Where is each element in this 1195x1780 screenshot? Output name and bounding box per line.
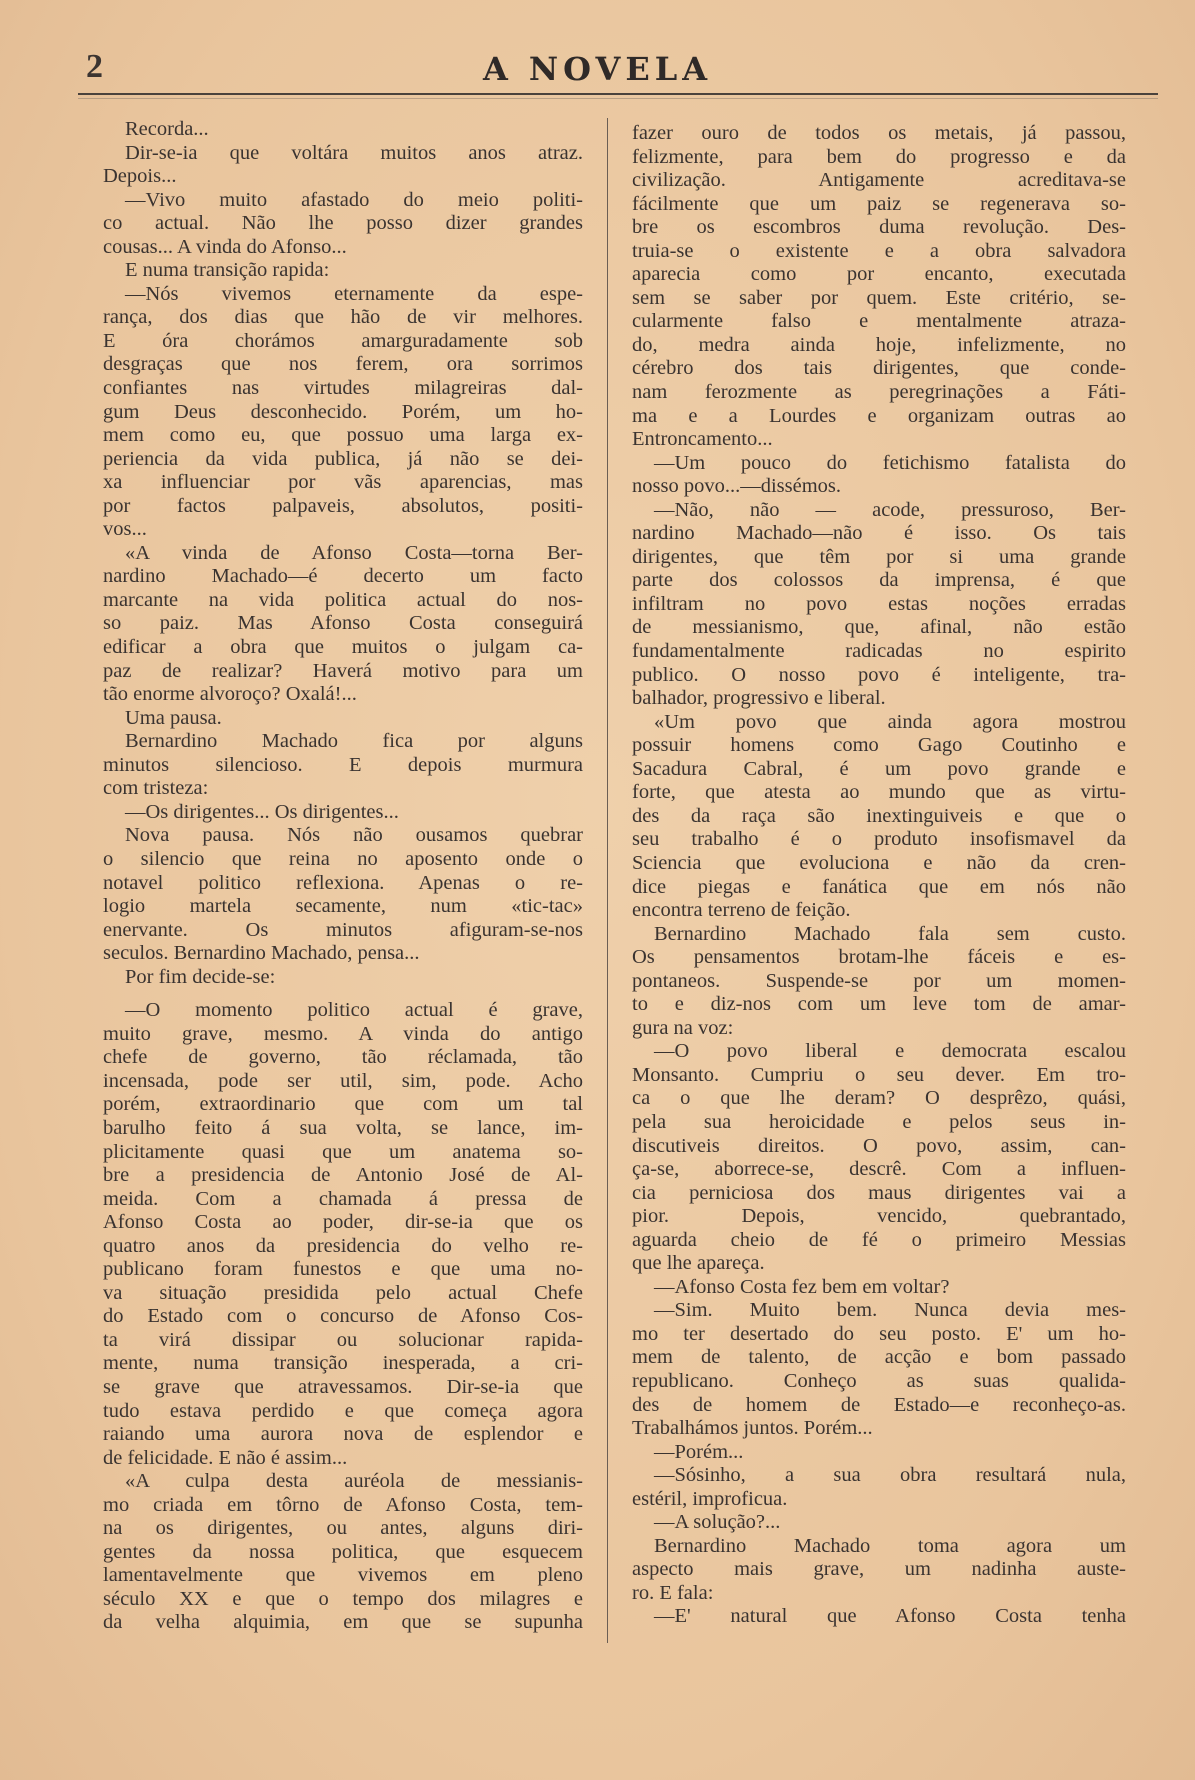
text-line: com tristeza:	[103, 777, 209, 800]
text-line: —Sósinho, a sua obra resultará nula,	[654, 1464, 1126, 1487]
text-line: enervante. Os minutos afiguram-se-nos	[103, 918, 583, 941]
text-line: notavel politico reflexiona. Apenas o re-	[103, 871, 583, 894]
paragraph	[103, 966, 583, 990]
text-line: —Os dirigentes... Os dirigentes...	[125, 800, 399, 823]
paragraph	[632, 711, 1126, 923]
text-line: o silencio que reina no aposento onde o	[103, 847, 583, 870]
text-line: estéril, improficua.	[632, 1487, 788, 1510]
text-line: da velha alquimia, em que se supunha	[103, 1611, 583, 1634]
text-line: seu trabalho é o produto insofismavel da	[632, 828, 1126, 851]
paragraph	[103, 142, 583, 189]
header-rule	[78, 93, 1158, 95]
text-line: Sacadura Cabral, é um povo grande e	[632, 757, 1126, 780]
text-line: fazer ouro de todos os metais, já passou,	[632, 122, 1126, 144]
text-line: cularmente falso e mentalmente atraza-	[632, 310, 1126, 333]
text-line: —E' natural que Afonso Costa tenha	[654, 1605, 1126, 1628]
text-line: Afonso Costa ao poder, dir-se-ia que os	[103, 1211, 583, 1234]
text-line: paz de realizar? Haverá motivo para um	[103, 659, 583, 682]
text-line: ça-se, aborrece-se, descrê. Com a influen-	[632, 1158, 1126, 1181]
text-line: confiantes nas virtudes milagreiras dal-	[103, 377, 583, 400]
text-line: mem como eu, que possuo uma larga ex-	[103, 424, 583, 447]
text-line: gura na voz:	[632, 1016, 734, 1039]
text-line: Entroncamento...	[632, 428, 773, 451]
text-line: nardino Machado—é decerto um facto	[103, 565, 583, 588]
text-line: —Nós vivemos eternamente da espe-	[125, 282, 583, 305]
text-line: cérebro dos tais dirigentes, que conde-	[632, 357, 1126, 380]
column-divider	[607, 118, 608, 1643]
text-line: dice piegas e fanática que em nós não	[632, 875, 1126, 898]
paragraph	[103, 118, 583, 142]
text-line: logio martela secamente, num «tic-tac»	[103, 895, 583, 918]
paragraph	[632, 1040, 1126, 1275]
paragraph	[103, 1470, 583, 1635]
text-line: lamentavelmente que vivemos em pleno	[103, 1564, 583, 1587]
text-line: minutos silencioso. E depois murmura	[103, 753, 583, 776]
paragraph	[632, 1605, 1126, 1629]
text-line: Trabalhámos juntos. Porém...	[632, 1417, 873, 1440]
text-line: —Um pouco do fetichismo fatalista do	[654, 451, 1126, 474]
text-line: Dir-se-ia que voltára muitos anos atraz.	[125, 141, 583, 164]
text-line: balhador, progressivo e liberal.	[632, 687, 886, 710]
text-line: civilização. Antigamente acreditava-se	[632, 169, 1126, 192]
text-line: incensada, pode ser util, sim, pode. Acho	[103, 1069, 583, 1092]
text-line: «A vinda de Afonso Costa—torna Ber-	[125, 541, 583, 564]
text-line: nardino Machado—não é isso. Os tais	[632, 522, 1126, 545]
text-line: vos...	[103, 518, 147, 541]
paragraph	[103, 801, 583, 825]
text-line: século XX e que o tempo dos milagres e	[103, 1587, 583, 1610]
text-line: do Estado com o concurso de Afonso Cos-	[103, 1305, 583, 1328]
text-line: —O povo liberal e democrata escalou	[654, 1040, 1126, 1063]
text-line: aspecto mais grave, um nadinha auste-	[632, 1558, 1126, 1581]
paragraph	[103, 259, 583, 283]
text-line: Bernardino Machado fala sem custo.	[654, 922, 1126, 945]
text-line: Sciencia que evoluciona e não da cren-	[632, 851, 1126, 874]
text-line: forte, que atesta ao mundo que as virtu-	[632, 781, 1126, 804]
text-line: Recorda...	[125, 118, 209, 140]
text-line: de felicidade. E não é assim...	[103, 1446, 348, 1469]
text-line: possuir homens como Gago Coutinho e	[632, 734, 1126, 757]
text-line: «Um povo que ainda agora mostrou	[654, 710, 1126, 733]
paragraph	[103, 707, 583, 731]
text-line: periencia da vida publica, já não se dei-	[103, 447, 583, 470]
header-rule-shadow	[78, 98, 1158, 99]
text-line: Depois...	[103, 165, 177, 188]
text-line: Bernardino Machado fica por alguns	[125, 730, 583, 753]
text-line: que lhe apareça.	[632, 1252, 765, 1275]
text-line: bre a presidencia de Antonio José de Al-	[103, 1164, 583, 1187]
text-line: Os pensamentos brotam-lhe fáceis e es-	[632, 946, 1126, 969]
paragraph	[632, 1511, 1126, 1535]
text-line: rança, dos dias que hão de vir melhores.	[103, 306, 583, 329]
text-line: Nova pausa. Nós não ousamos quebrar	[125, 824, 583, 847]
paragraph	[632, 1299, 1126, 1440]
text-line: —Afonso Costa fez bem em voltar?	[654, 1275, 950, 1298]
text-line: ma e a Lourdes e organizam outras ao	[632, 404, 1126, 427]
text-line: encontra terreno de feição.	[632, 899, 851, 922]
paragraph	[632, 452, 1126, 499]
text-line: republicano. Conheço as suas qualida-	[632, 1369, 1126, 1392]
text-line: Uma pausa.	[125, 706, 222, 729]
text-line: co actual. Não lhe posso dizer grandes	[103, 212, 583, 235]
text-line: cia perniciosa dos maus dirigentes vai a	[632, 1181, 1126, 1204]
text-line: va situação presidida pelo actual Chefe	[103, 1281, 583, 1304]
text-line: pela sua heroicidade e pelos seus in-	[632, 1110, 1126, 1133]
text-line: ta virá dissipar ou solucionar rapida-	[103, 1328, 583, 1351]
text-line: des de homem de Estado—e reconheço-as.	[632, 1393, 1126, 1416]
text-line: bre os escombros duma revolução. Des-	[632, 216, 1126, 239]
text-line: raiando uma aurora nova de esplendor e	[103, 1423, 583, 1446]
text-line: mo ter desertado do seu posto. E' um ho-	[632, 1322, 1126, 1345]
text-line: se grave que atravessamos. Dir-se-ia que	[103, 1375, 583, 1398]
text-line: so paiz. Mas Afonso Costa conseguirá	[103, 612, 583, 635]
text-line: tão enorme alvoroço? Oxalá!...	[103, 683, 357, 706]
text-line: de messianismo, que, afinal, não estão	[632, 616, 1126, 639]
right-column	[632, 122, 1126, 1629]
text-line: marcante na vida politica actual do nos-	[103, 588, 583, 611]
text-line: cousas... A vinda do Afonso...	[103, 235, 347, 258]
text-line: E numa transição rapida:	[125, 259, 330, 282]
text-line: seculos. Bernardino Machado, pensa...	[103, 942, 420, 965]
text-line: aguarda cheio de fé o primeiro Messias	[632, 1228, 1126, 1251]
paragraph	[103, 999, 583, 1470]
text-line: ro. E fala:	[632, 1581, 714, 1604]
text-line: chefe de governo, tão réclamada, tão	[103, 1046, 583, 1069]
text-line: tudo estava perdido e que começa agora	[103, 1399, 583, 1422]
paragraph	[632, 499, 1126, 711]
text-line: —O momento politico actual é grave,	[125, 999, 583, 1022]
text-line: por factos palpaveis, absolutos, positi-	[103, 494, 583, 517]
text-line: parte dos colossos da imprensa, é que	[632, 569, 1126, 592]
text-line: felizmente, para bem do progresso e da	[632, 145, 1126, 168]
text-line: Monsanto. Cumpriu o seu dever. Em tro-	[632, 1063, 1126, 1086]
text-line: publico. O nosso povo é inteligente, tra-	[632, 663, 1126, 686]
text-line: gum Deus desconhecido. Porém, um ho-	[103, 400, 583, 423]
text-line: muito grave, mesmo. A vinda do antigo	[103, 1022, 583, 1045]
text-line: «A culpa desta auréola de messianis-	[125, 1470, 583, 1493]
text-line: —Não, não — acode, pressuroso, Ber-	[654, 498, 1126, 521]
text-line: fundamentalmente radicadas no espirito	[632, 640, 1126, 663]
text-line: meida. Com a chamada á pressa de	[103, 1187, 583, 1210]
text-line: dirigentes, que têm por si uma grande	[632, 545, 1126, 568]
text-line: nam ferozmente as peregrinações a Fáti-	[632, 381, 1126, 404]
text-line: na os dirigentes, ou antes, alguns diri-	[103, 1517, 583, 1540]
text-line: gentes da nossa politica, que esquecem	[103, 1540, 583, 1563]
text-line: quatro anos da presidencia do velho re-	[103, 1234, 583, 1257]
text-line: fácilmente que um paiz se regenerava so-	[632, 192, 1126, 215]
paragraph	[632, 923, 1126, 1041]
text-line: aparecia como por encanto, executada	[632, 263, 1126, 286]
text-line: publicano foram funestos e que uma no-	[103, 1258, 583, 1281]
text-line: nosso povo...—dissémos.	[632, 475, 842, 498]
left-column	[103, 118, 583, 1635]
text-line: —Porém...	[654, 1440, 744, 1463]
paragraph	[103, 730, 583, 801]
paragraph	[103, 542, 583, 707]
text-line: plicitamente quasi que um anatema so-	[103, 1140, 583, 1163]
text-line: truia-se o existente e a obra salvadora	[632, 239, 1126, 262]
paragraph	[632, 1441, 1126, 1465]
text-line: pontaneos. Suspende-se por um momen-	[632, 969, 1126, 992]
text-line: E óra chorámos amarguradamente sob	[103, 329, 583, 352]
publication-title: A NOVELA	[482, 50, 713, 88]
paragraph	[103, 189, 583, 260]
paragraph	[632, 122, 1126, 452]
text-line: —Sim. Muito bem. Nunca devia mes-	[654, 1299, 1126, 1322]
text-line: xa influenciar por vãs aparencias, mas	[103, 471, 583, 494]
text-line: ca o que lhe deram? O desprêzo, quási,	[632, 1087, 1126, 1110]
text-line: do, medra ainda hoje, infelizmente, no	[632, 333, 1126, 356]
text-line: sem se saber por quem. Este critério, se-	[632, 286, 1126, 309]
page-number: 2	[86, 48, 103, 85]
text-line: edificar a obra que muitos o julgam ca-	[103, 636, 583, 659]
text-line: Por fim decide-se:	[125, 965, 276, 988]
text-line: —A solução?...	[654, 1511, 781, 1534]
text-line: mente, numa transição inesperada, a cri-	[103, 1352, 583, 1375]
paragraph	[632, 1464, 1126, 1511]
paragraph	[103, 824, 583, 965]
text-line: porém, extraordinario que com um tal	[103, 1093, 583, 1116]
text-line: pior. Depois, vencido, quebrantado,	[632, 1205, 1126, 1228]
text-line: infiltram no povo estas noções erradas	[632, 592, 1126, 615]
paragraph	[103, 283, 583, 542]
text-line: mo criada em tôrno de Afonso Costa, tem-	[103, 1493, 583, 1516]
text-line: to e diz-nos com um leve tom de amar-	[632, 993, 1126, 1016]
text-line: —Vivo muito afastado do meio politi-	[125, 188, 583, 211]
paragraph	[632, 1535, 1126, 1606]
text-line: des da raça são inextinguiveis e que o	[632, 804, 1126, 827]
text-line: barulho feito á sua volta, se lance, im-	[103, 1116, 583, 1139]
text-line: mem de talento, de acção e bom passado	[632, 1346, 1126, 1369]
text-line: desgraças que nos ferem, ora sorrimos	[103, 353, 583, 376]
paragraph	[632, 1276, 1126, 1300]
text-line: discutiveis direitos. O povo, assim, can-	[632, 1134, 1126, 1157]
text-line: Bernardino Machado toma agora um	[654, 1534, 1126, 1557]
